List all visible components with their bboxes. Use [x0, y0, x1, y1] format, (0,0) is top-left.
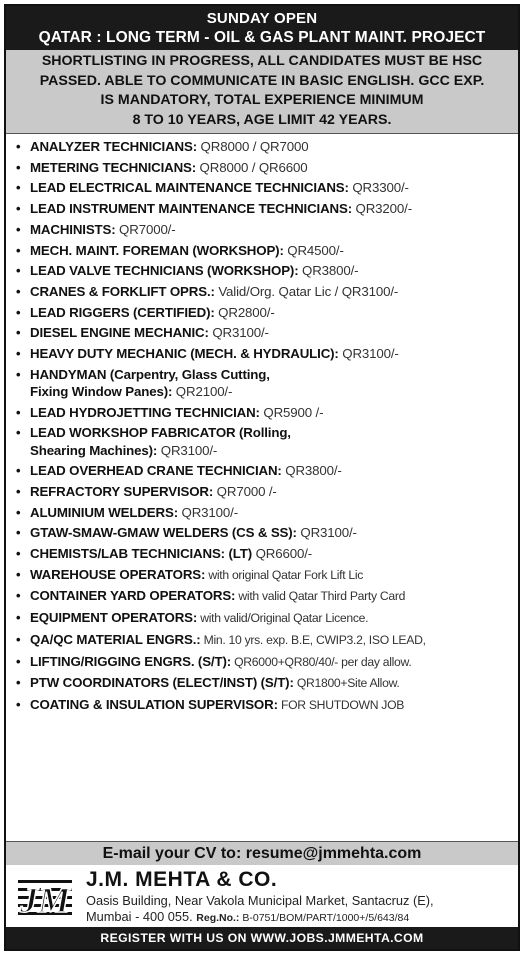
job-item: [14, 262, 512, 279]
job-item: [14, 424, 512, 458]
bullet-icon: •: [16, 263, 21, 279]
job-title: QA/QC MATERIAL ENGRS.:: [30, 631, 201, 647]
bullet-icon: •: [16, 610, 21, 626]
eligibility-notice: [6, 50, 518, 134]
bullet-icon: •: [16, 546, 21, 562]
job-salary-detail: QR3800/-: [281, 463, 342, 479]
notice-line: IS MANDATORY, TOTAL EXPERIENCE MINIMUM: [100, 92, 424, 108]
job-list: [6, 134, 518, 714]
job-advertisement: [4, 4, 520, 951]
job-salary-detail: QR3200/-: [351, 201, 412, 217]
job-title-continued: Fixing Window Panes):: [30, 383, 173, 399]
job-item: [14, 304, 512, 321]
job-salary-detail: QR3100/-: [296, 525, 357, 541]
notice-line: PASSED. ABLE TO COMMUNICATE IN BASIC ENGLISH. GCC EXP.: [39, 72, 485, 89]
job-title: HANDYMAN (Carpentry, Glass Cutting,: [30, 366, 270, 382]
job-salary-detail: QR6000+QR80/40/- per day allow.: [231, 654, 412, 669]
job-title: LEAD HYDROJETTING TECHNICIAN:: [30, 404, 260, 420]
bullet-icon: •: [16, 675, 21, 691]
job-title: LEAD WORKSHOP FABRICATOR (Rolling,: [30, 425, 291, 441]
job-title: EQUIPMENT OPERATORS:: [30, 610, 198, 626]
job-salary-detail: Min. 10 yrs. exp. B.E, CWIP3.2, ISO LEAD,: [200, 632, 426, 647]
job-title: PTW COORDINATORS (ELECT/INST) (S/T):: [30, 675, 294, 691]
job-title: GTAW-SMAW-GMAW WELDERS (CS & SS):: [30, 525, 297, 541]
job-title-continued: Shearing Machines):: [30, 442, 158, 458]
job-item: [14, 159, 512, 176]
bullet-icon: •: [16, 159, 21, 175]
company-address-line1: Oasis Building, Near Vakola Municipal Market, Santacruz (E),: [86, 893, 434, 908]
bullet-icon: •: [16, 631, 21, 647]
sunday-open-heading: SUNDAY OPEN: [206, 10, 318, 27]
job-title: ALUMINIUM WELDERS:: [30, 504, 178, 520]
reg-label: Reg.No.:: [196, 912, 240, 924]
job-salary-detail: QR6600/-: [252, 546, 313, 562]
bullet-icon: •: [16, 696, 21, 712]
job-item: [14, 324, 512, 341]
job-salary-detail: QR5900 /-: [259, 404, 324, 420]
bullet-icon: •: [16, 483, 21, 499]
bullet-icon: •: [16, 463, 21, 479]
job-title: METERING TECHNICIANS:: [30, 159, 197, 175]
job-item: [14, 366, 512, 400]
logo-lettering: JM: [19, 880, 71, 920]
job-item: [14, 504, 512, 521]
job-item: [14, 138, 512, 155]
job-salary-detail: QR3800/-: [298, 263, 359, 279]
project-heading: QATAR : LONG TERM - OIL & GAS PLANT MAINT. PROJECT: [38, 29, 486, 46]
bullet-icon: •: [16, 525, 21, 541]
job-title: LEAD VALVE TECHNICIANS (WORKSHOP):: [30, 263, 299, 279]
job-title: LIFTING/RIGGING ENGRS. (S/T):: [30, 653, 232, 669]
bullet-icon: •: [16, 588, 21, 604]
company-name: J.M. MEHTA & CO.: [86, 868, 278, 891]
job-item: [14, 345, 512, 362]
company-block: [6, 866, 518, 928]
job-title: CHEMISTS/LAB TECHNICIANS: (LT): [30, 546, 253, 562]
job-title: HEAVY DUTY MECHANIC (MECH. & HYDRAULIC):: [30, 346, 339, 362]
job-salary-detail: QR2100/-: [172, 383, 233, 399]
job-title: MACHINISTS:: [30, 221, 116, 237]
reg-number: B-0751/BOM/PART/1000+/5/643/84: [239, 912, 410, 924]
job-salary-detail: QR3300/-: [348, 180, 409, 196]
bullet-icon: •: [16, 283, 21, 299]
notice-line: SHORTLISTING IN PROGRESS, ALL CANDIDATES MUST BE HSC: [41, 53, 483, 69]
job-salary-detail: QR8000 / QR7000: [197, 139, 309, 154]
bullet-icon: •: [16, 304, 21, 320]
bullet-icon: •: [16, 366, 21, 382]
bullet-icon: •: [16, 201, 21, 217]
header-banner: [6, 6, 518, 50]
job-title: COATING & INSULATION SUPERVISOR:: [30, 696, 278, 712]
job-title: LEAD INSTRUMENT MAINTENANCE TECHNICIANS:: [30, 201, 352, 217]
company-address-line2: [86, 909, 409, 924]
job-item: [14, 674, 512, 692]
job-item: [14, 631, 512, 649]
job-title: MECH. MAINT. FOREMAN (WORKSHOP):: [30, 242, 284, 258]
job-salary-detail: FOR SHUTDOWN JOB: [277, 697, 405, 712]
job-item: [14, 696, 512, 714]
job-salary-detail: QR4500/-: [283, 242, 344, 258]
job-salary-detail: QR2800/-: [214, 304, 275, 320]
job-title: CONTAINER YARD OPERATORS:: [30, 588, 236, 604]
job-item: [14, 283, 512, 300]
job-salary-detail: with valid Qatar Third Party Card: [235, 589, 406, 604]
bullet-icon: •: [16, 504, 21, 520]
job-salary-detail: QR3100/-: [338, 346, 399, 362]
job-salary-detail: QR3100/-: [208, 325, 269, 341]
company-logo-icon: [16, 872, 74, 922]
email-cv-line: E-mail your CV to: resume@jmmehta.com: [6, 841, 518, 865]
job-item: [14, 566, 512, 584]
bullet-icon: •: [16, 242, 21, 258]
job-item: [14, 524, 512, 541]
bullet-icon: •: [16, 653, 21, 669]
job-salary-detail: QR3100/-: [177, 504, 238, 520]
bullet-icon: •: [16, 221, 21, 237]
bullet-icon: •: [16, 404, 21, 420]
job-item: [14, 221, 512, 238]
job-item: [14, 462, 512, 479]
job-title: WAREHOUSE OPERATORS:: [30, 566, 206, 582]
job-salary-detail: QR8000 / QR6600: [196, 159, 308, 175]
register-footer: REGISTER WITH US ON WWW.JOBS.JMMEHTA.COM: [6, 927, 518, 949]
job-title: LEAD OVERHEAD CRANE TECHNICIAN:: [30, 463, 282, 479]
job-salary-detail: QR1800+Site Allow.: [293, 676, 400, 691]
job-title: CRANES & FORKLIFT OPRS.:: [30, 283, 215, 299]
job-salary-detail: with valid/Original Qatar Licence.: [197, 611, 369, 626]
bullet-icon: •: [16, 346, 21, 362]
job-item: [14, 587, 512, 605]
job-item: [14, 200, 512, 217]
job-salary-detail: QR7000/-: [115, 221, 176, 237]
job-item: [14, 179, 512, 196]
bullet-icon: •: [16, 180, 21, 196]
job-title: REFRACTORY SUPERVISOR:: [30, 483, 214, 499]
job-salary-detail: with original Qatar Fork Lift Lic: [205, 567, 364, 582]
job-salary-detail: QR7000 /-: [213, 483, 277, 499]
job-title: ANALYZER TECHNICIANS:: [30, 139, 198, 154]
job-title: LEAD RIGGERS (CERTIFIED):: [30, 304, 215, 320]
job-title: LEAD ELECTRICAL MAINTENANCE TECHNICIANS:: [30, 180, 349, 196]
bullet-icon: •: [16, 425, 21, 441]
bullet-icon: •: [16, 139, 21, 154]
job-item: [14, 404, 512, 421]
job-salary-detail: QR3100/-: [157, 442, 218, 458]
bullet-icon: •: [16, 325, 21, 341]
job-item: [14, 242, 512, 259]
job-title: DIESEL ENGINE MECHANIC:: [30, 325, 209, 341]
job-salary-detail: Valid/Org. Qatar Lic / QR3100/-: [214, 283, 399, 299]
notice-line: 8 TO 10 YEARS, AGE LIMIT 42 YEARS.: [132, 111, 392, 128]
bullet-icon: •: [16, 566, 21, 582]
job-item: [14, 483, 512, 500]
job-item: [14, 653, 512, 671]
job-item: [14, 609, 512, 627]
job-item: [14, 545, 512, 562]
city-pincode: Mumbai - 400 055.: [86, 909, 193, 924]
